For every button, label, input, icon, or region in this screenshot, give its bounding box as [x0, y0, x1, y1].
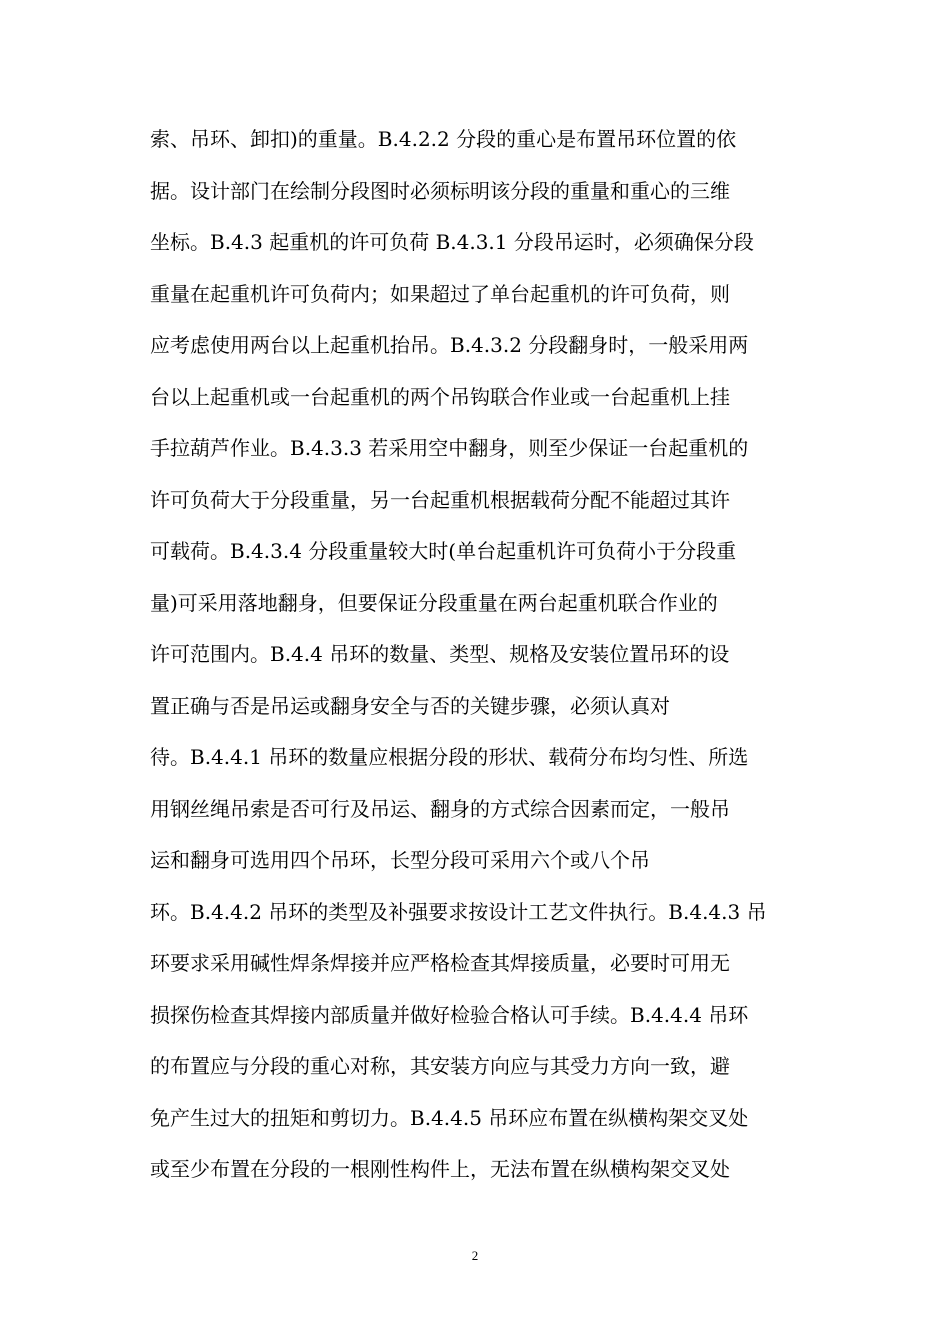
text-line: 坐标。B.4.3 起重机的许可负荷 B.4.3.1 分段吊运时，必须确保分段 — [150, 230, 754, 254]
text-line: 环要求采用碱性焊条焊接并应严格检查其焊接质量，必要时可用无 — [150, 951, 730, 975]
page-number: 2 — [471, 1248, 479, 1263]
text-line: 置正确与否是吊运或翻身安全与否的关键步骤，必须认真对 — [150, 693, 670, 718]
text-line: 据。设计部门在绘制分段图时必须标明该分段的重量和重心的三维 — [150, 178, 730, 203]
text-line: 索、吊环、卸扣)的重量。B.4.2.2 分段的重心是布置吊环位置的依 — [150, 127, 737, 151]
text-line: 可载荷。B.4.3.4 分段重量较大时(单台起重机许可负荷小于分段重 — [150, 539, 737, 563]
text-line: 许可范围内。B.4.4 吊环的数量、类型、规格及安装位置吊环的设 — [150, 642, 730, 666]
text-line: 的布置应与分段的重心对称，其安装方向应与其受力方向一致，避 — [150, 1054, 730, 1078]
text-line: 损探伤检查其焊接内部质量并做好检验合格认可手续。B.4.4.4 吊环 — [150, 1002, 749, 1027]
text-line: 环。B.4.4.2 吊环的类型及补强要求按设计工艺文件执行。B.4.4.3 吊 — [150, 899, 767, 924]
text-line: 手拉葫芦作业。B.4.3.3 若采用空中翻身，则至少保证一台起重机的 — [150, 436, 749, 460]
text-line: 量)可采用落地翻身，但要保证分段重量在两台起重机联合作业的 — [150, 590, 718, 615]
text-line: 应考虑使用两台以上起重机抬吊。B.4.3.2 分段翻身时，一般采用两 — [150, 333, 749, 357]
text-line: 运和翻身可选用四个吊环，长型分段可采用六个或八个吊 — [150, 848, 650, 872]
text-line: 待。B.4.4.1 吊环的数量应根据分段的形状、载荷分布均匀性、所选 — [150, 745, 749, 769]
text-line: 免产生过大的扭矩和剪切力。B.4.4.5 吊环应布置在纵横构架交叉处 — [150, 1105, 749, 1130]
text-line: 用钢丝绳吊索是否可行及吊运、翻身的方式综合因素而定，一般吊 — [150, 796, 730, 821]
text-line: 台以上起重机或一台起重机的两个吊钩联合作业或一台起重机上挂 — [150, 384, 730, 409]
text-line: 许可负荷大于分段重量，另一台起重机根据载荷分配不能超过其许 — [150, 487, 730, 512]
text-line: 或至少布置在分段的一根刚性构件上，无法布置在纵横构架交叉处 — [150, 1157, 730, 1181]
text-line: 重量在起重机许可负荷内；如果超过了单台起重机的许可负荷，则 — [150, 281, 730, 306]
body-text — [150, 114, 810, 1196]
